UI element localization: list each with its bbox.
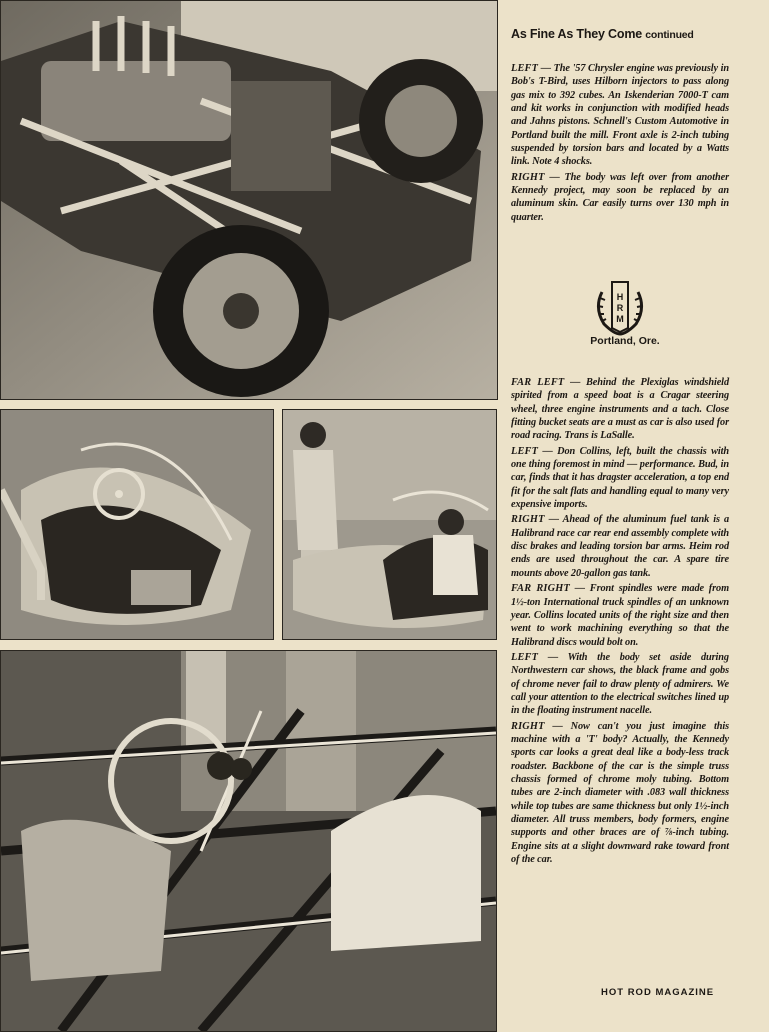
caption-chassis: RIGHT — Now can't you just imagine this machine with a 'T' body? Actually, the Kennedy sports car looks a great deal like a body-less track roadster. Backbone of the car is the simple truss chassis formed of chrome moly tubing. Bottom tubes are 2-inch diameter with .083 wall thickness while top tubes are same thickness but only 1½-inch diameter. All truss members, body formers, engine supports and other braces are of ⅞-inch tubing. Engine sits at a slight downward rake toward front of the car.	[511, 720, 729, 866]
caption-cockpit: FAR LEFT — Behind the Plexiglas windshield spirited from a speed boat is a Cragar steering wheel, three engine instruments and a tach. Close fitting bucket seats are a must as car is also used for road racing. Trans is LaSalle.	[511, 377, 729, 442]
caption-spindles: FAR RIGHT — Front spindles were made from 1½-ton International truck spindles of an unknown year. Collins located units of the right size and then went to work machining everything so that the Halibrand discs would bolt on.	[511, 583, 729, 648]
svg-text:M: M	[616, 314, 624, 324]
photo-engine-chassis	[0, 0, 498, 400]
caption-engine: LEFT — The '57 Chrysler engine was previously in Bob's T-Bird, uses Hilborn injectors to pass along gas mix to 392 cubes. An Iskenderian 7000-T cam and kit works in conjunction with modified heads and Jahns pistons. Schnell's Custom Automotive in Portland built the mill. Front axle is 2-inch tubing suspended by torsion bars and located by a Watts link. Note 4 shocks.	[511, 63, 729, 168]
caption-collins: LEFT — Don Collins, left, built the chassis with one thing foremost in mind — performance. Bud, in car, finds that it has dragster acceleration, a top end fit for the salt flats and handling equal to many very expensive imports.	[511, 445, 729, 511]
svg-text:R: R	[616, 303, 624, 313]
hrm-logo	[590, 278, 650, 340]
magazine-footer: HOT ROD MAGAZINE	[601, 987, 715, 998]
photo-frame-chrome	[0, 650, 497, 1032]
captions-top	[511, 62, 729, 226]
article-title: As Fine As They Come	[511, 27, 642, 41]
continued-label: continued	[645, 29, 694, 41]
caption-fuel-tank: RIGHT — Ahead of the aluminum fuel tank is a Halibrand race car rear end assembly complete with disc brakes and leading torsion bar arms. Heim rod ends are used throughout the car. A spare tire mounts above 20-gallon gas tank.	[511, 514, 729, 579]
photo-collins-bud	[282, 409, 497, 640]
caption-body: RIGHT — The body was left over from another Kennedy project, may soon be replaced by an aluminum skin. Car easily turns over 130 mph in quarter.	[511, 171, 729, 223]
caption-frame: LEFT — With the body set aside during Northwestern car shows, the black frame and gobs of chrome never fail to draw plenty of admirers. We call your attention to the electrical switches lined up in the floating instrument nacelle.	[511, 651, 729, 717]
photo-cockpit	[0, 409, 274, 640]
location-label: Portland, Ore.	[590, 335, 660, 347]
article-header	[511, 27, 694, 41]
svg-text:H: H	[616, 292, 624, 302]
hrm-emblem-icon	[590, 278, 650, 336]
captions-bottom	[511, 376, 729, 868]
